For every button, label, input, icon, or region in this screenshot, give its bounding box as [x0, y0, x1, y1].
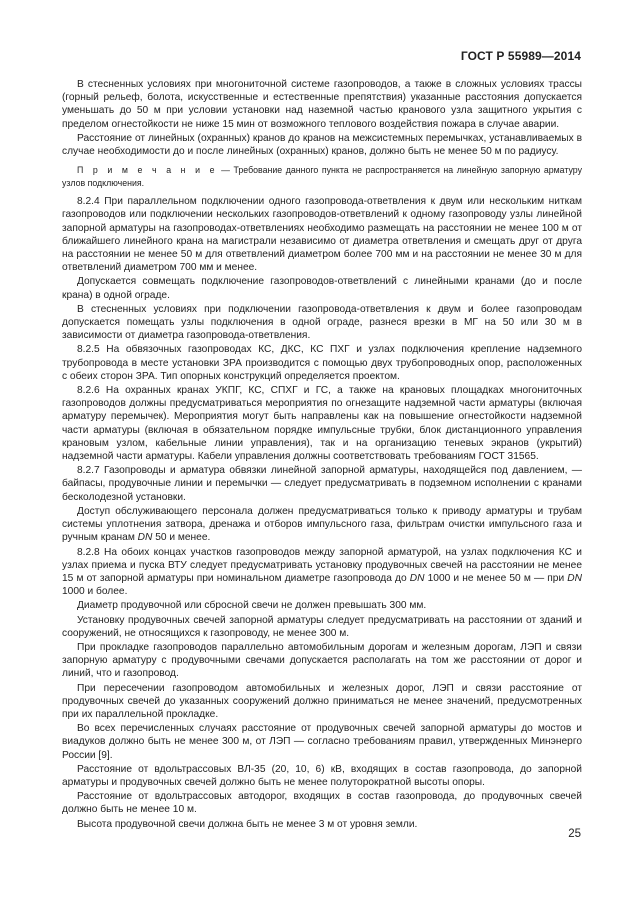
paragraph: Во всех перечисленных случаях расстояние от продувочных свечей запорной арматуры до мостов и виадуков должно быть не менее 300 м, от ЛЭП — согласно требованиям правил, утвержденных Минэнерго России [9]. — [62, 723, 582, 761]
paragraph-text: 8.2.8 На обоих концах участков газопроводов между запорной арматурой, на узлах подключения КС и узлах приема и пуска ВТУ следует предусматривать установку продувочных свечей на расстоянии не менее 15 м от запорной арматуры при номинальном диаметре газопровода до — [62, 546, 582, 584]
paragraph: Расстояние от линейных (охранных) кранов до кранов на межсистемных перемычках, устанавливаемых в случае необходимости до и после линейных (охранных) кранов, должно быть не менее 50 м по радиусу. — [62, 132, 582, 158]
paragraph: При пересечении газопроводом автомобильных и железных дорог, ЛЭП и связи расстояние от продувочных свечей до указанных сооружений должно приниматься не менее значений, предусмотренных при их параллельной прокладке. — [62, 682, 582, 720]
paragraph: 8.2.4 При параллельном подключении одного газопровода-ответвления к двум или нескольким ниткам газопроводов или подключении нескольких газопроводов-ответвлений к одному газопроводу узлы линейной запорной арматуры на газопроводах-ответвлениях необходимо размещать на расстоянии не менее 100 м от ближайшего линейного крана на магистрали независимо от диаметра ответвления и смещать друг от друга на расстоянии не менее 50 м для ответвлений диаметром более 700 мм и на расстоянии не менее 30 м для ответвлений диаметром 700 мм и менее. — [62, 196, 582, 274]
paragraph: В стесненных условиях при многониточной системе газопроводов, а также в сложных условиях трассы (горный рельеф, болота, искусственные и естественные препятствия) указанные расстояния допускается уменьшать до 50 м при условии установки над наземной частью кранового узла защитного укрытия с пределом огнестойкости не ниже 15 мин от возможного теплового воздействия пожара в случае аварии. — [62, 79, 582, 130]
paragraph-text: 1000 и более. — [62, 586, 128, 598]
paragraph-text: Доступ обслуживающего персонала должен предусматриваться только к приводу арматуры и трубам системы уплотнения затвора, дренажа и отборов импульсного газа, фильтрам очистки импульсного газа и ручным кранам — [62, 505, 582, 544]
dn-symbol: DN — [137, 532, 153, 544]
document-code-header: ГОСТ Р 55989—2014 — [460, 49, 581, 63]
paragraph: Высота продувочной свечи должна быть не менее 3 м от уровня земли. — [77, 818, 418, 830]
paragraph: 8.2.5 На обвязочных газопроводах КС, ДКС, КС ПХГ и узлах подключения крепление надземного трубопровода в месте установки ЗРА производится с помощью двух трубопроводных опор, расположенных с обеих сторон ЗРА. Тип опорных конструкций определяется проектом. — [62, 344, 582, 382]
dn-symbol: DN — [567, 572, 582, 584]
note-label: П р и м е ч а н и е — [77, 165, 218, 176]
paragraph — [62, 546, 582, 599]
paragraph: При прокладке газопроводов параллельно автомобильным дорогам и железным дорогам, ЛЭП и связи запорную арматуру с продувочными свечами допускается располагать на том же расстоянии от дорог и линий, что и газопровод. — [62, 641, 582, 680]
dn-symbol: DN — [409, 572, 425, 584]
paragraph — [62, 505, 582, 545]
paragraph: Расстояние от вдольтрассовых автодорог, входящих в состав газопровода, до продувочных свечей должно быть не менее 10 м. — [62, 791, 582, 816]
paragraph: Расстояние от вдольтрассовых ВЛ-35 (20, 10, 6) кВ, входящих в состав газопровода, до запорной арматуры и продувочных свечей должно быть не менее полуторократной высоты опоры. — [62, 763, 582, 788]
paragraph: Диаметр продувочной или сбросной свечи не должен превышать 300 мм. — [77, 600, 427, 612]
paragraph: В стесненных условиях при подключении газопровода-ответвления к двум и более газопроводам допускается помещать узлы подключения в одной ограде, разнеся врезки в МГ на 50 или 30 м в зависимости от диаметра газопровода-ответвления. — [62, 303, 582, 342]
paragraph: 8.2.6 На охранных кранах УКПГ, КС, СПХГ и ГС, а также на крановых площадках многониточных газопроводов должны предусматриваться мероприятия по огнезащите надземной части арматуры (включая арматуру перемычек). Мероприятия могут быть направлены как на повышение огнестойкости надземной части арматуры (включая в обязательном порядке импульсные трубки, блок дистанционного управления крановым узлом, кабельные линии управления), так и на организацию теневых экранов (укрытий) надземной части арматуры. Кабели управления должны соответствовать требованиям ГОСТ 31565. — [62, 385, 582, 463]
paragraph: Допускается совмещать подключение газопроводов-ответвлений с линейными кранами (до и после крана) в одной ограде. — [62, 276, 582, 301]
paragraph-text: 50 и менее. — [152, 532, 211, 544]
paragraph: 8.2.7 Газопроводы и арматура обвязки линейной запорной арматуры, находящейся под давлением, — байпасы, продувочные линии и перемычки — следует предусматривать в подземном исполнении с кранами бесколодезной установки. — [62, 465, 582, 503]
note-text: — Требование данного пункта не распространяется на линейную запорную арматуру узлов подключения. — [62, 165, 582, 188]
page-number: 25 — [568, 828, 581, 840]
document-body — [62, 78, 582, 831]
paragraph: Установку продувочных свечей запорной арматуры следует предусматривать на расстоянии от зданий и сооружений, не относящихся к газопроводу, не менее 300 м. — [62, 614, 582, 639]
paragraph-text: 1000 и не менее 50 м — при — [424, 572, 568, 584]
note — [62, 164, 582, 189]
